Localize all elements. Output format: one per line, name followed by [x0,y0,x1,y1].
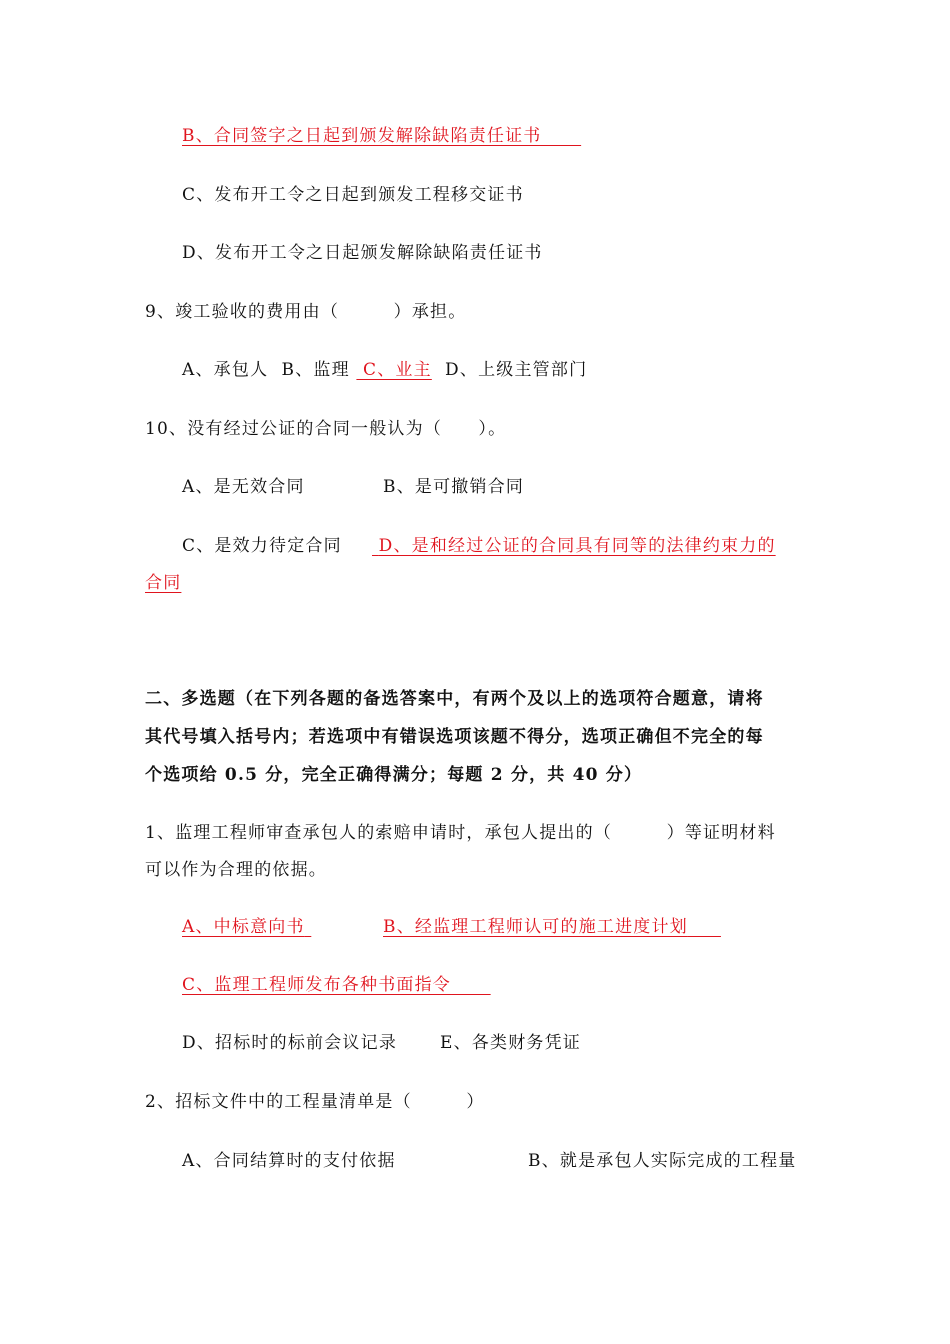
section2-heading-line1: 二、多选题（在下列各题的备选答案中，有两个及以上的选项符合题意，请将 [145,689,764,709]
q9-option-d: D、上级主管部门 [445,360,588,380]
section2-heading-line3: 个选项给 0.5 分，完全正确得满分；每题 2 分，共 40 分） [145,765,643,785]
q10-option-d-line1 [372,535,776,557]
m1-option-d: D、招标时的标前会议记录 [182,1033,398,1053]
m1-option-a-text: A、中标意向书 [182,917,305,937]
q9-option-c: C、业主 [363,360,432,380]
m1-stem-line2: 可以作为合理的依据。 [145,860,327,880]
q10-option-d-line2 [145,572,181,594]
q10-option-a: A、是无效合同 [182,477,305,497]
m1-option-e: E、各类财务凭证 [440,1033,582,1053]
q10-stem: 10、没有经过公证的合同一般认为（ ）。 [145,419,507,439]
q9-option-a: A、承包人 [182,360,269,380]
q8-option-c: C、发布开工令之日起到颁发工程移交证书 [182,185,524,205]
m1-option-c-text: C、监理工程师发布各种书面指令 [182,975,452,995]
q10-option-c: C、是效力待定合同 [182,536,342,556]
q9-options [182,359,587,381]
q8-option-b [182,125,581,147]
m2-option-b: B、就是承包人实际完成的工程量 [528,1151,797,1171]
m1-option-c [182,974,491,996]
q10-option-b: B、是可撤销合同 [383,477,525,497]
m2-stem: 2、招标文件中的工程量清单是（ ） [145,1092,485,1112]
q10-option-d-text-cont: 合同 [145,573,182,593]
m1-stem-line1: 1、监理工程师审查承包人的索赔申请时，承包人提出的（ ）等证明材料 [145,823,776,843]
m1-option-b [383,916,721,938]
m1-option-b-text: B、经监理工程师认可的施工进度计划 [383,917,688,937]
q9-option-b: B、监理 [281,360,350,380]
q8-option-b-text: B、合同签字之日起到颁发解除缺陷责任证书 [182,126,542,146]
q8-option-b-underline-tail [542,126,582,146]
m1-option-a [182,916,311,938]
section2-heading-line2: 其代号填入括号内；若选项中有错误选项该题不得分，选项正确但不完全的每 [145,727,764,747]
q8-option-d: D、发布开工令之日起颁发解除缺陷责任证书 [182,243,543,263]
q9-stem: 9、竣工验收的费用由（ ）承担。 [145,302,467,322]
q10-option-d-text: D、是和经过公证的合同具有同等的法律约束力的 [378,536,776,556]
m2-option-a: A、合同结算时的支付依据 [182,1151,396,1171]
